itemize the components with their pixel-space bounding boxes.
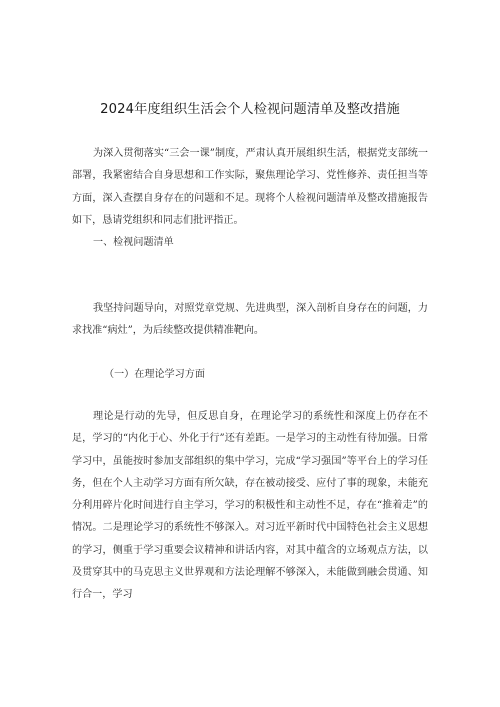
intro-paragraph: 为深入贯彻落实“三会一课”制度，严肃认真开展组织生活，根据党支部统一部署，我紧密结合自身思想和工作实际，聚焦理论学习、党性修养、责任担当等方面，深入查摆自身存在的问题和不足。现将个人检视问题清单及整改措施报告如下，恳请党组织和同志们批评指正。: [72, 148, 428, 226]
subsection-paragraph: 理论是行动的先导，但反思自身，在理论学习的系统性和深度上仍存在不足，学习的“内化于心、外化于行”还有差距。一是学习的主动性有待加强。日常学习中，虽能按时参加支部组织的集中学习，完成“学习强国”等平台上的学习任务，但在个人主动学习方面有所欠缺，存在被动接受、应付了事的现象，未能充分利用碎片化时间进行自主学习，学习的积极性和主动性不足，存在“推着走”的情况。二是理论学习的系统性不够深入。对习近平新时代中国特色社会主义思想的学习，侧重于学习重要会议精神和讲话内容，对其中蕴含的立场观点方法，以及贯穿其中的马克思主义世界观和方法论理解不够深入，未能做到融会贯通、知行合一，学习: [72, 411, 428, 601]
document-title: 2024年度组织生活会个人检视问题清单及整改措施: [100, 102, 400, 117]
section-heading: 一、检视问题清单: [93, 237, 174, 248]
section-intro-paragraph: 我坚持问题导向，对照党章党规、先进典型，深入剖析自身存在的问题，力求找准“病灶”，为后续整改提供精准靶向。: [72, 303, 428, 337]
subsection-heading: （一）在理论学习方面: [104, 369, 205, 380]
